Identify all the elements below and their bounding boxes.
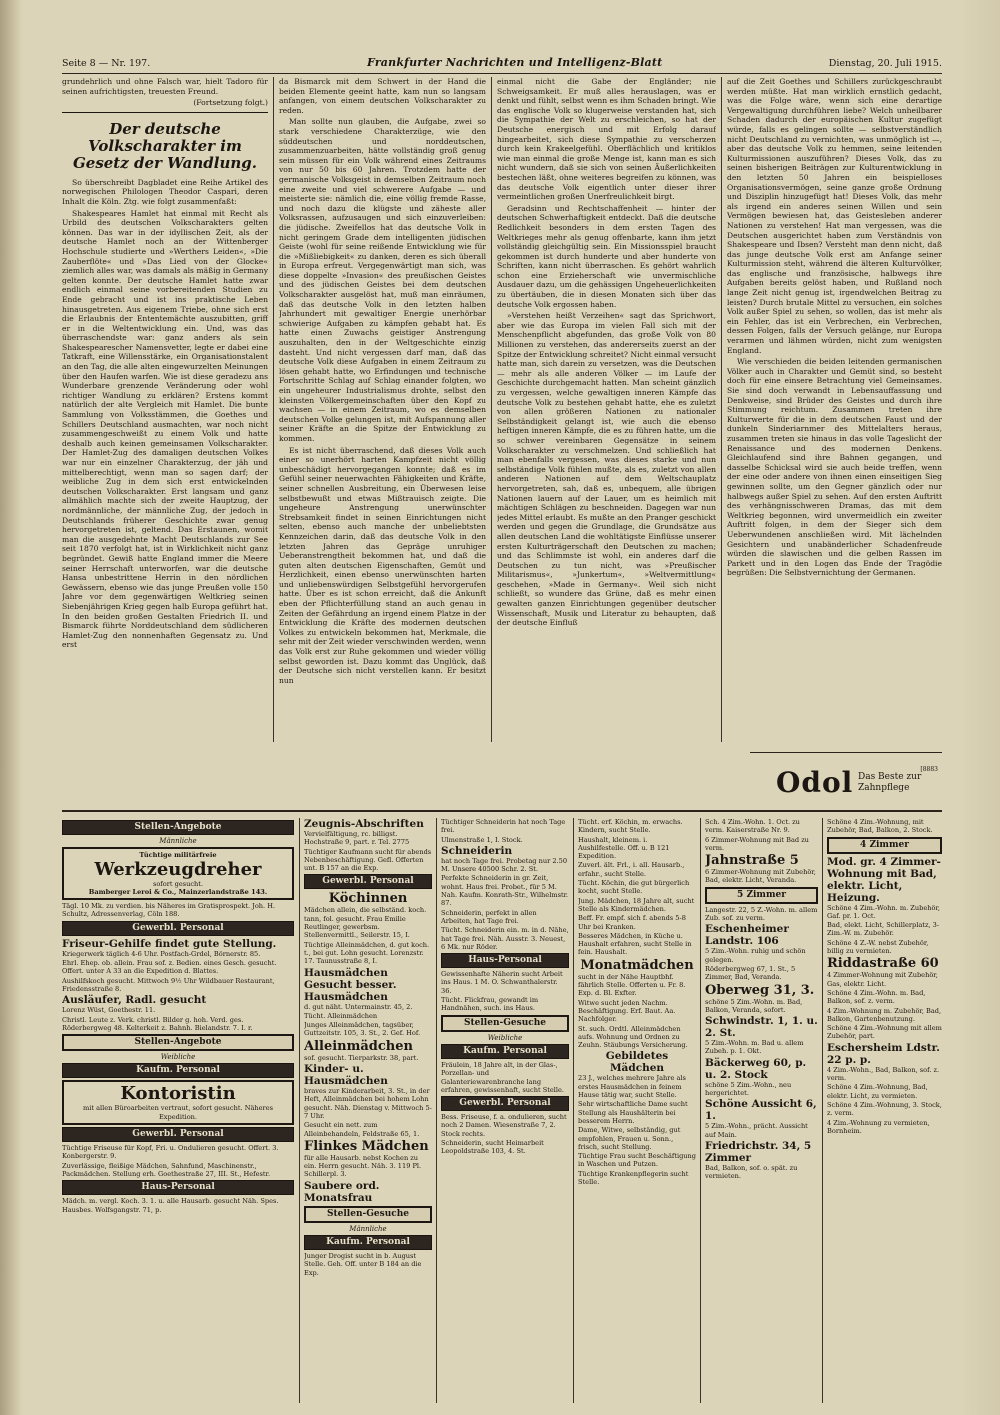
section-heading: 5 Zimmer bbox=[705, 887, 818, 904]
classified-ad: Lorenz Wüst, Goethestr. 11. bbox=[62, 1006, 156, 1015]
classified-ad: Beff. Fr. empf. sich f. abends 5-8 Uhr bei Kranken. bbox=[578, 914, 686, 931]
ad-headline: Eschersheim Ldstr. 22 p. p. bbox=[827, 1041, 940, 1066]
classified-ad: Schöne 4 Zim.-Wohnung, 3. Stock, z. verm. bbox=[827, 1100, 942, 1118]
ad-headline: Gebildetes Mädchen bbox=[605, 1050, 669, 1075]
classified-ad: Gesucht ein nett. zum Alleinbehandeln, Feldstraße 65, 1. bbox=[304, 1121, 420, 1138]
classified-ad: 4 Zim.-Wohnung zu vermieten, Bornheim. bbox=[827, 1118, 930, 1135]
ads-rule bbox=[822, 818, 823, 1403]
section-heading: Stellen-Angebote bbox=[62, 1034, 294, 1051]
section-subheading: Weibliche bbox=[487, 1033, 523, 1042]
classified-ad: 4 Zim.-Wohnung m. Zubehör, Bad, Balkon, Gartenbenutzung. bbox=[827, 1006, 942, 1023]
continuation-note: (Fortsetzung folgt.) bbox=[193, 98, 268, 108]
article-paragraph: Wie verschieden die beiden leitenden germanischen Völker auch in Charakter und Gemüt sind, so besteht doch für eine einsere Betrachtung viel Gemeinsames. Sie sind doch verwandt in Lebensauffassung und Denkweise, sind Brüder des Geistes und durch ihre Stimmung reichtum. Zusammen treten ihre Kulturwerte für die in dem deutschen Faust und der dunkeln Sinderiarnmer des Mittelalters heraus, zusammen treten sie hinaus in das volle Tageslicht der Renaissance und des modernen Denkens. Gleichlaufend sind ihre Bahnen gegangen, und dasselbe Schicksal wird sie auch beide treffen, wenn der eine oder andere von ihnen einen einseitigen Sieg gewinnen sollte, um den Gegner gänzlich oder nur halbwegs außer Spiel zu sehen. Auf den ersten Auftritt des verhängnisschweren Dramas, das mit dem Weltkrieg begonnen, wird unvermeidlich ein zweiter Auftritt folgen, in dem der Sieger sich dem Ueberwundenen anschließen wird. Mit lächelnden Gesichtern und unabänderlicher Schadenfreude würden die slawischen und die gelben Rassen im Parkett und in den Logen das Ende der Tragödie begrüßen: Die Selbstvernichtung der Germanen. bbox=[727, 357, 942, 578]
classified-ad: Bad, elekt. Licht, Schillerplatz, 3-Zim.-W. m. Zubehör. bbox=[827, 921, 940, 938]
classified-ad: Tüchtige Krankenpflegerin sucht Stelle. bbox=[578, 1169, 689, 1186]
section-heading: Kaufm. Personal bbox=[62, 1063, 294, 1078]
classified-ad: Mädchen allein, die selbständ. koch. tann, fol. gesucht. Frau Emilie Reutlinger, gewerbsm. Stellenvermittl., Seilerstr. 15, I. bbox=[304, 906, 427, 940]
ad-headline: Kinder- u. Hausmädchen bbox=[304, 1063, 388, 1088]
classified-ad: Schöne 4 Zim.-Wohnung mit allem Zubehör, part. bbox=[827, 1024, 942, 1041]
article-paragraph: auf die Zeit Goethes und Schillers zurückgeschraubt werden müßte. Hat man wirklich ernstlich gedacht, was die Folge wäre, wenn sich eine derartige Vergewaltigung durchführen liebe? Welch unheilbarer Schaden dadurch der europäischen Kultur zugefügt würde, falls es gelingen sollte — selbstverständlich nicht Deutschland zu vernichten, was unmöglich ist —, aber das deutsche Volk zu hemmen, seine leitenden Kulturmissionen auszuführen? Dieses Volk, das zu seinen bisherigen Beiträgen zur Kulturentwicklung in den letzten 50 Jahren ein beispielloses Organisationsvermögen, seine ganze große Ordnung und Disziplin hinzugefügt hat! Dieses Volk, das mehr als irgend ein anderes seinen Willen und sein Vermögen bewiesen hat, das Geistesleben anderer Nationen zu verstehen! Hat man vergessen, was die Deutschen ausgerichtet haben zum Verständnis von Shakespeare und Ibsen? Versteht man denn nicht, daß das junge deutsche Volk erst am Anfange seiner Kulturmission steht, während die älteren Kulturvölker, das englische und französische, halbwegs ihre Aufgaben bereits gelöst haben, und Rußland noch lange Zeit nicht genug ist, irgendwelchen Beitrag zu leisten? Durch brutale Mittel zu versuchen, ein solches Volk außer Spiel zu sehen, so wollen, das ist mehr als ein Fehler, das ist ein Verbrechen, ein Verbrechen, dessen Folgen, falls der Versuch gelänge, nur Europa verarmen und lähmen würden, nicht zum wenigsten England. bbox=[727, 77, 942, 355]
classified-ad: Tägl. 10 Mk. zu verdien. bis Näheres im Gratisprospekt. Joh. H. Schultz, Adressenverlag, Cöln 188. bbox=[62, 902, 276, 919]
classified-ad: Witwe sucht jeden Nachm. Beschäftigung. Erf. Baut. Aa. Nachfolger. bbox=[578, 998, 676, 1024]
section-heading: Haus-Personal bbox=[62, 1180, 294, 1195]
classified-ad: Besseres Mädchen, in Küche u. Haushalt erfahren, sucht Stelle in fein. Haushalt. bbox=[578, 931, 692, 957]
classified-ad: 4 Zim.-Wohn., Bad, Balkon, sof. z. verm. bbox=[827, 1065, 940, 1083]
article-paragraph: Geradsinn und Rechtschaffenheit — hinter der deutschen Schwerhaftigkeit entdeckt. Daß die deutsche Redlichkeit besonders in dem ersten Tagen des Weltkrieges mehr als genug offenbarte, kann ihm jetzt vollständig gleichgültig sein. Ein Missionsspiel braucht gekommen ist durch hunderte und aber hunderte von Schriften, kann nicht überraschen. Es gehört wahrlich schon eine Erzieherschaft wie unvermischliche Ausdauer dazu, um die gehässigen Ungeheuerlichkeiten zu übertäuben, die in diesen Monaten sich über das deutsche Volk ergossen haben. bbox=[497, 203, 716, 309]
classified-ad: Schöne 4 Zim.-Wohn. m. Zubehör, Gaf. pr. 1. Oct. bbox=[827, 903, 940, 920]
header-rule bbox=[62, 73, 942, 74]
column-rule bbox=[273, 77, 274, 742]
ads-column-1 bbox=[62, 818, 294, 1403]
classified-ad: Haushalt, kleinem. i. Aushilfestelle. Off. u. B 121 Expedition. bbox=[578, 835, 670, 861]
ads-column-4 bbox=[578, 818, 696, 1403]
kontoristin-ad bbox=[62, 1080, 294, 1125]
section-heading: Stellen-Angebote bbox=[62, 820, 294, 835]
column-rule bbox=[491, 77, 492, 742]
article-paragraph: einmal nicht die Gabe der Engländer; nie Schweigsamkeit. Er muß alles herauslagen, was er denkt und fühlt, selbst wenn es ihm Schaden bringt. Wie das englische Volk so klugerweise verstanden hat, sich die Sympathie der Welt zu erschleichen, so hat der Deutsche energisch und mit Erfolg darauf hingearbeitet, sich diese Sympathie zu verscherzen durch kein Krakeelgefühl. Oberflächlich und kritiklos wie man einmal die große Menge ist, kann man es sich nicht wundern, daß sie sich von seinen Äußerlichkeiten bestechen läßt, ohne weiteres begreifen zu können, was das deutsche Volk eigentlich unter dieser ihrer vermeintlichen großen Unerfreulichkeit birgt. bbox=[497, 77, 716, 202]
section-rule bbox=[62, 810, 942, 812]
ads-rule bbox=[299, 818, 300, 1403]
article-title: Der deutsche Volkscharakter im Gesetz der Wandlung. bbox=[72, 119, 258, 172]
classified-ad: Bad, Balkon, sof. o. spät. zu vermieten. bbox=[705, 1163, 798, 1181]
ad-headline: Riddastraße 60 bbox=[827, 956, 939, 972]
classified-ad: Fräulein, 18 Jahre alt, in der Glas-, Porzellan- und Galanteriewarenbranche lang erfahren, gewissenhaft, sucht Stelle. bbox=[441, 1060, 565, 1094]
classified-ad: Tücht. Flickfrau, gewandt im Handnähen, such. ins Haus. bbox=[441, 996, 539, 1013]
article-paragraph: da Bismarck mit dem Schwert in der Hand die beiden Elemente geeint hatte, kam nun so langsam anfangen, von einem deutschen Volkscharakter zu reden. bbox=[279, 77, 486, 115]
classified-ad: Sch. 4 Zim.-Wohn. 1. Oct. zu verm. Kaiserstraße Nr. 9. bbox=[705, 818, 800, 835]
article-paragraph: Man sollte nun glauben, die Aufgabe, zwei so stark verschiedene Charakterzüge, wie den süddeutschen und norddeutschen, zusammenzuarbeiten, hätte vollständig groß genug sein müssen für ein Volk während eines Zeitraums von nur 50 bis 60 Jahren. Trotzdem hatte der germanische Volksgeist in demselben Zeitraum noch eine zweite und viel schwerere Aufgabe — und meisterte sie: nämlich die, eine völlig fremde Rasse, und noch dazu die klügste und zäheste aller Volksrassen, aufzusaugen und sich einzuverleiben: die jüdische. Zweifellos hat das deutsche Volk in nicht geringem Grade dem intelligenten jüdischen Geiste (wohl für seine reißende Entwicklung wie für die »Mißliebigkeit« zu danken, deren es sich überall in Europa erfreut. Vergegenwärtigt man sich, was diese doppelte »Invasion« des preußischen Geistes und des jüdischen Geistes bei dem deutschen Volkscharakter ausgelöst hat, muß man einräumen, daß das deutsche Volk in den letzten halben Jahrhundert mit gewaltiger Energie unerhörbar schwierige Aufgaben zu kämpfen gehabt hat. Es hatte einen Zuwachs geistiger Anstrengung auszuhalten, den in der Weltgeschichte einzig dasteht. Und nicht vergessen darf man, daß das deutsche Volk diese Aufgaben in einem Zeitraum zu lösen gehabt hatte, wo Erfindungen und technische Fortschritte Schlag auf Schlag einander folgten, wo ein ungeheurer Industrialismus drohte, selbst den kleinsten Völkergemeinschaften über den Kopf zu wachsen — in einem Zeitraum, wo es demselben deutschen Volke gelungen ist, mit Aufspannung aller seiner Kräfte an die Spitze der Entwicklung zu kommen. bbox=[279, 117, 486, 443]
classified-ad: Gewissenhafte Näherin sucht Arbeit ins Haus. 1 M. O. Schwanthalerstr. 36. bbox=[441, 970, 563, 995]
ad-headline: Bäckerweg 60, p. u. 2. Stock bbox=[705, 1056, 807, 1081]
section-subheading: Männliche bbox=[159, 837, 197, 845]
section-subheading: Weibliche bbox=[160, 1053, 196, 1062]
classified-ad: Tüchtiger Kaufmann sucht für abends Nebenbeschäftigung. Gefl. Offerten unt. B 157 an die Exp. bbox=[304, 847, 432, 873]
ad-headline: Mod. gr. 4 Zimmer-Wohnung mit Bad, elektr. Licht, Heizung. bbox=[827, 855, 941, 904]
section-heading: Kaufm. Personal bbox=[304, 1235, 432, 1250]
ads-column-5 bbox=[705, 818, 818, 1403]
ad-headline: Gesucht besser. Hausmädchen bbox=[304, 978, 397, 1003]
section-heading: Stellen-Gesuche bbox=[304, 1206, 432, 1223]
ads-rule bbox=[573, 818, 574, 1403]
column-3 bbox=[497, 77, 716, 742]
section-heading: Haus-Personal bbox=[441, 953, 569, 968]
ads-rule bbox=[436, 818, 437, 1403]
ads-rule bbox=[700, 818, 701, 1403]
page-edge-left bbox=[0, 0, 22, 1415]
ad-headline: Oberweg 31, 3. bbox=[705, 982, 815, 998]
column-4 bbox=[727, 77, 942, 742]
section-heading: 4 Zimmer bbox=[827, 837, 942, 854]
ad-headline: Alleinmädchen bbox=[304, 1038, 413, 1054]
classified-ad: 23 J., welches mehrere Jahre als erstes Hausmädchen in feinem Hause tätig war, sucht Stelle. bbox=[578, 1074, 686, 1100]
classified-ad: Zuverlässige, fleißige Mädchen, Sahnfund, Maschinenstr., Packmädchen. Stellung erh. Goethestraße 27, III. St., Hefestr. bbox=[62, 1161, 271, 1178]
classified-ad: Schöne 4 Zim.-Wohn. m. Bad, Balkon, sof. z. verm. bbox=[827, 988, 926, 1006]
classified-ad: braves zur Kinderarbeit, 3. St., in der Heft, Alleinmädchen bei hohem Lohn gesucht. Näh. Dienstag v. Mittwoch 5-7 Uhr. bbox=[304, 1087, 432, 1120]
odol-logo: Odol bbox=[776, 766, 854, 799]
classified-ad: Dame, Witwe, selbständig, gut empfohlen, Frauen u. Sonn., frisch, sucht Stellung. bbox=[578, 1126, 681, 1151]
article-paragraph: »Verstehen heißt Verzeihen« sagt das Sprichwort, aber wie das Europa im vielen Fall sich mit der Menschenpflicht abgefunden, das große Volk von 80 Millionen zu verstehen, das andererseits zuerst an der Spitze der Entwicklung schreitet? Nicht einmal versucht hatte man, sich darein zu versetzen, was die Deutschen — mehr als alle anderen Völker — im Laufe der Geschichte durchgemacht hatten. Man scheint gänzlich zu vergessen, welche gewaltigen inneren Kämpfe das deutsche Volk zu bestehen gehabt hatte, ehe es zuletzt von allen größeren Nationen zu nationaler Selbständigkeit gelangt ist, wie auch die ebenso heftigen inneren Kämpfe, die es zu führen hatte, um die so schwer vereinbaren Gegensätze in seinem Volkscharakter zu verschmelzen. Und schließlich hat man ebenfalls vergessen, was dieses starke und nun selbständige Volk fühlen mußte, als es, zuletzt von allen anderen Nationen auf dem Weltschauplatz hervorgetreten, sah, daß es, unbequem, alle übrigen Nationen lauern auf der Lauer, um es heimlich mit mächtigen Schlägen zu beschneiden. Dagegen war nun jedes Mittel erlaubt. Es mußte an den Pranger geschickt werden und gegen die Grundlage, die Grundsätze aus allen deutschen Land die wohltätigste Einflüsse unserer ersten Kulturträgerschaft den Deutschen zu machen; und das Schlimmste ist wohl, ein anderes darf die Deutschen zu tun nicht, was »Preußischer Militarismus«, »Junkertum«, »Weltvermittlung« geschehen, »Made in Germany«. Weil sich nicht schließt, so wundere das Grüne, daß es mehr einen gewalten ganzen Einrichtungen gegenüber deutscher Wissenschaft, Musik und Literatur zu behaupten, daß der deutsche Einfluß bbox=[497, 311, 716, 628]
classified-ad: Tücht. Alleinmädchen bbox=[304, 1011, 378, 1020]
page-header bbox=[62, 56, 942, 72]
ad-headline: Ausläufer, Radl. gesucht bbox=[62, 994, 207, 1007]
classified-ad: 6 Zimmer-Wohnung mit Bad zu verm. bbox=[705, 835, 809, 852]
classified-ad: d. gut näht. Untermainstr. 45, 2. bbox=[304, 1002, 413, 1011]
ad-headline: Friedrichstr. 34, 5 Zimmer bbox=[705, 1139, 812, 1164]
classified-ad: Schneiderin, perfekt in allen Arbeiten, hat Tage frei. bbox=[441, 908, 537, 925]
classified-ad: Junger Drogist sucht in b. August Stelle. Geh. Off. unter B 184 an die Exp. bbox=[304, 1252, 422, 1277]
classified-ad: St. such. Ordtl. Alleinmädchen aufs. Wohnung und Ordnen zu Zeuhn. Stäubungs Versicherung. bbox=[578, 1024, 688, 1050]
ads-column-2 bbox=[304, 818, 432, 1403]
classified-ad: 5 Zim.-Wohn. m. Bad u. allem Zubeh. p. 1. Okt. bbox=[705, 1039, 804, 1056]
novel-ending: grundehrlich und ohne Falsch war, hielt Tadoro für seinen aufrichtigsten, treuesten Freund. bbox=[62, 77, 268, 96]
column-rule bbox=[721, 77, 722, 742]
separator bbox=[62, 112, 268, 113]
masthead: Frankfurter Nachrichten und Intelligenz-Blatt bbox=[367, 56, 663, 69]
ad-headline: Monatmädchen bbox=[580, 957, 694, 973]
column-1 bbox=[62, 77, 268, 742]
classified-ad: Tücht. Köchin, die gut bürgerlich kocht, sucht Stelle. bbox=[578, 879, 690, 896]
ad-headline: Flinkes Mädchen bbox=[304, 1138, 429, 1154]
classified-ad: Mädch. m. vergl. Koch. 3. 1. u. alle Hausarb. gesucht Näh. Spes. Hausbes. Wolfsgangstr. 71, p. bbox=[62, 1197, 279, 1214]
odol-tagline: Das Beste zur Zahnpflege bbox=[858, 772, 922, 793]
ad-headline: Schneiderin bbox=[441, 844, 513, 857]
ad-headline: Köchinnen bbox=[328, 891, 408, 907]
ad-reference: [8883 bbox=[920, 766, 938, 773]
classified-ad: Tüchtiger Schneiderin hat noch Tage frei. bbox=[441, 818, 566, 835]
section-subheading: Männliche bbox=[349, 1224, 387, 1233]
classified-ad: Vervielfältigung, rc. billigst. Hochstraße 9, part. r. Tel. 2775 bbox=[304, 830, 410, 847]
section-heading: Kaufm. Personal bbox=[441, 1044, 569, 1059]
classified-ad: Langestr. 22, 5 Z.-Wohn. m. allem Zub. sof. zu verm. bbox=[705, 905, 818, 923]
section-heading: Gewerbl. Personal bbox=[62, 1127, 294, 1142]
classified-ad: Tüchtige Frau sucht Beschäftigung in Waschen und Putzen. bbox=[578, 1152, 696, 1169]
classified-ad: Schöne 4 Zim.-Wohnung, mit Zubehör, Bad, Balkon, 2. Stock. bbox=[827, 818, 933, 835]
classified-ad: schöne 5 Zim.-Wohn., neu hergerichtet. bbox=[705, 1080, 792, 1098]
ad-headline: Jahnstraße 5 bbox=[705, 853, 799, 869]
section-heading: Gewerbl. Personal bbox=[62, 921, 294, 936]
ad-headline: Zeugnis-Abschriften bbox=[304, 818, 424, 830]
page-number: Seite 8 — Nr. 197. bbox=[62, 58, 151, 69]
ad-line: Tüchtige militärfreie bbox=[139, 851, 217, 860]
classified-ad: Aushilfskoch gesucht. Mittwoch 9½ Uhr Wildbauer Restaurant, Friedensstraße 8. bbox=[62, 976, 275, 993]
classified-ad: Schöne 4 Z.-W. nebst Zubehör, billig zu vermieten. bbox=[827, 938, 929, 956]
article-paragraph: Shakespeares Hamlet hat einmal mit Recht als Urbild des deutschen Volkscharakters gelten können. Das war in der idyllischen Zeit, als der deutsche Hamlet noch an der Wittenberger Hochschule studierte und »Werthers Leiden«, »Die Zauberflöte« und »Das Lied von der Glocke« ziemlich alles war, was damals als mäßig in Germany gelten konnte. Der deutsche Hamlet hatte zwar endlich einmal seine vorbereitenden Studien zu Ende gebracht und ist ins praktische Leben hinausgetreten. Aus eigenem Triebe, ohne sich erst die Erlaubnis der Ententemächte auszubitten, griff er in die Weltentwicklung ein. Und, was das überraschendste war: ganz anders als sein Shakespearescher Namensvetter, legte er dabei eine Tatkraft, eine Willensstärke, ein Organisationstalent an den Tag, die alle alten eingewurzelten Meinungen über den Haufen warfen. Wie ist diese geradezu ans Wunderbare grenzende Veränderung oder wohl richtiger Wandlung zu erklären? Erstens kommt natürlich der alte Vergleich mit Hamlet. Die bunte Sammlung von Volksstämmen, die Goethes und Schillers Deutschland ausmachten, war noch nicht zusammengeschweißt zu einem Volk und hatte deshalb auch keinen gemeinsamen Volkscharakter. Der Hamlet-Zug des damaligen deutschen Volkes war nur ein einzelner Charakterzug, der jäh und mittelberechtigt, wenn man so sagen darf; der weibliche Zug in dem sich erst entwickelnden deutschen Volkscharakter. Erst langsam und ganz allmählich machte sich der zweite Hauptzug, der nordmännliche, der männliche Zug, der jedoch in Deutschlands früherer Geschichte zwar genug hervorgetreten ist, geltend. Das Erstaunen, womit man die ausgedehnte Macht Deutschlands zur See seit 1870 verfolgt hat, ist in Wirklichkeit nicht ganz begründet. Gewiß hatte England immer die Meere seiner Herrschaft unterworfen, war die deutsche Hansa unbestrittene Herrin in den nördlichen Gewässern, ebenso wie das junge Preußen volle 150 Jahre vor dem gegenwärtigen Weltkrieg seinen Siebenjährigen Krieg gegen halb Europa geführt hat. In den beiden großen Gestalten Friedrich II. und Bismarck führte Norddeutschland dem südlicheren Hamlet-Zug den nonnenhaften Gegensatz zu. Und erst bbox=[62, 208, 268, 650]
ad-headline: Schwindstr. 1, 1. u. 2. St. bbox=[705, 1015, 818, 1040]
ad-line: sofort gesucht. bbox=[152, 879, 204, 888]
classified-ad: für alle Hausarb. nebst Kochen zu ein. Herrn gesucht. Näh. 3. 119 Pl. Schillerpl. 3. bbox=[304, 1153, 422, 1179]
classified-ad: hat noch Tage frei. Probetag nur 2.50 M. Unsere 40500 Schr. 2. St. bbox=[441, 856, 568, 874]
odol-advertisement bbox=[752, 762, 942, 804]
ads-column-3 bbox=[441, 818, 569, 1403]
ad-headline: Friseur-Gehilfe findet gute Stellung. bbox=[62, 937, 277, 950]
article-paragraph: So überschreibt Dagbladet eine Reihe Artikel des norwegischen Philologen Theodor Caspari, deren Inhalt die Köln. Ztg. wie folgt zusammenfaßt: bbox=[62, 177, 268, 206]
classified-ad: Perfekte Schneiderin in gr. Zeit, wohnt. Haus frei. Probet., für 5 M. Nah. Kaufm. Konrath-Str., Wilhelmstr. 87. bbox=[441, 874, 569, 908]
classified-ad: Ulmenstraße 1, I. Stock. bbox=[441, 835, 523, 844]
classified-ad: Schneiderin, sucht Heimarbeit Leopoldstraße 103, 4. St. bbox=[441, 1139, 544, 1156]
issue-date: Dienstag, 20. Juli 1915. bbox=[828, 58, 942, 69]
classified-ad: Tüchtige Friseuse für Kopf, Fri. u. Ondulieren gesucht. Offert. 3. Konbergerstr. 9. bbox=[62, 1144, 279, 1161]
classified-ad: Zuverl. ält. Frl., i. all. Hausarb., erfahr., sucht Stelle. bbox=[578, 861, 685, 878]
classified-ad: Tücht. erf. Köchin, m. erwachs. Kindern, sucht Stelle. bbox=[578, 818, 683, 835]
classified-ad: Tüchtige Alleinmädchen, d. gut koch. t., bei gut. Lohn gesucht. Lorenzstr. 17. Taunusstraße 8, I. bbox=[304, 940, 430, 966]
classified-ad: Christl. Leute z. Verk. christl. Bilder g. hoh. Verd. ges. Röderbergweg 48. Kelterkeit z. Bahnh. Bielandstr. 7. I. r. bbox=[62, 1015, 253, 1032]
page-edge-right bbox=[960, 0, 1000, 1415]
ad-headline: Hausmädchen bbox=[304, 966, 388, 979]
classified-ad: Röderbergweg 67, 1. St., 5 Zimmer, Bad, Veranda. bbox=[705, 964, 796, 982]
classified-ad: sof. gesucht. Tierparkstr. 38, part. bbox=[304, 1053, 419, 1062]
ad-headline: Eschenheimer Landstr. 106 bbox=[705, 923, 789, 948]
ad-headline: Schöne Aussicht 6, 1. bbox=[705, 1098, 817, 1123]
ad-line: Bamberger Leroi & Co., Mainzerlandstraße 143. bbox=[88, 887, 268, 896]
ad-line: mit allen Büroarbeiten vertraut, sofort gesucht. Näheres Expedition. bbox=[82, 1104, 273, 1121]
ads-column-6 bbox=[827, 818, 942, 1403]
classified-ad: Sehr wirtschaftliche Dame sucht Stellung als Haushälterin bei besserem Herrn. bbox=[578, 1100, 688, 1125]
classified-ad: 6 Zimmer-Wohnung mit Zubehör, Bad, elektr. Licht, Veranda. bbox=[705, 868, 816, 885]
section-heading: Gewerbl. Personal bbox=[441, 1096, 569, 1111]
article-paragraph: Es ist nicht überraschend, daß dieses Volk auch einer so unerhört harten Kampfzeit nicht völlig unbeschädigt hervorgegangen konnte; daß es im Gefühl seiner neuerwachten Fähigkeiten und Kräfte, seiner schnellen Ausbreitung, ein Überwesen leise selbstbewußt und etwas Mißtrauisch zeigte. Die ungeheure Anstrengung unerwünschter Strebsamkeit findet in seinen Einrichtungen nicht selten, ebenso auch manche der unbeliebtsten Kennzeichen darin, daß das deutsche Volk in den letzten Jahren das Gepräge unruhiger Ueberanstrengtheit bekommen hat, und daß die guten alten deutschen Eigenschaften, Gemüt und Herzlichkeit, einen ebenso unerwünschten harten und unliebenswürdigen Selbstgefühl hervorgerufen hatte. Über es ist schon erreicht, daß die Ankunft eben der Pflichterfüllung stand an auch genau in Zeiten der Gefährdung an irgend einem Platze in der Entwicklung die Kräfte des modernen deutschen Volkes zu entwickeln bekommen hat, Merkmale, die sehr mit der Zeit wieder verschwinden werden, wenn das Volk erst zur Ruhe gekommen und wieder völlig selbst geworden ist. Dazu kommt das Unglück, daß der Deutsche sich nicht verstellen kann. Er besitzt nun bbox=[279, 445, 486, 685]
ad-headline: Kontoristin bbox=[120, 1083, 236, 1105]
classified-ad: Junges Alleinmädchen, tagsüber, Guttzeitstr. 105, 3. St., 2. Gef. Hof. bbox=[304, 1021, 421, 1038]
classified-ad: 5 Zim.-Wohn., prächt. Aussicht auf Main. bbox=[705, 1122, 808, 1139]
classified-ad: Bess. Friseuse, f. a. ondulieren, sucht noch 2 Damen. Wiesenstraße 7, 2. Stock rechts. bbox=[441, 1113, 567, 1138]
classified-ad: Ehrl. Ehep. ob. allein. Frau sof. z. Bedien. eines Gesch. gesucht. Offert. unter A 33 an die Expedition d. Blattes. bbox=[62, 959, 277, 976]
classified-ad: sucht in der Nähe Hauptbhf. fährlich Stelle. Offerten u. Fr. 8. Exp. d. Bl. Exfter. bbox=[578, 972, 686, 998]
classified-ad: 4 Zimmer-Wohnung mit Zubehör, Gas, elektr. Licht. bbox=[827, 971, 938, 988]
classified-ad: Schöne 4 Zim.-Wohnung, Bad, elektr. Licht, zu vermieten. bbox=[827, 1083, 928, 1100]
classified-ad: schöne 5 Zim.-Wohn. m. Bad, Balkon, Veranda, sofort. bbox=[705, 997, 803, 1014]
classified-ad: Tücht. Schneiderin ein. m. in d. Nähe, hat Tage frei. Näh. Ausstr. 3. Neuest, 6 Mk. nur Röder. bbox=[441, 926, 569, 951]
classified-ad: Kriegerwerk täglich 4-6 Uhr. Postfach-Grdel, Börnerstr. 85. bbox=[62, 949, 261, 958]
werkzeugdreher-ad bbox=[62, 847, 294, 900]
section-heading: Stellen-Gesuche bbox=[441, 1015, 569, 1032]
classified-ad: Jung. Mädchen, 18 Jahre alt, sucht Stelle als Kindermädchen. bbox=[578, 896, 695, 913]
ad-headline: Werkzeugdreher bbox=[94, 858, 262, 880]
odol-rule bbox=[750, 752, 942, 753]
classified-ad: 5 Zim.-Wohn. ruhig und schön gelegen. bbox=[705, 947, 806, 964]
ad-headline: Saubere ord. Monatsfrau bbox=[304, 1179, 380, 1204]
section-heading: Gewerbl. Personal bbox=[304, 874, 432, 889]
column-2 bbox=[279, 77, 486, 742]
